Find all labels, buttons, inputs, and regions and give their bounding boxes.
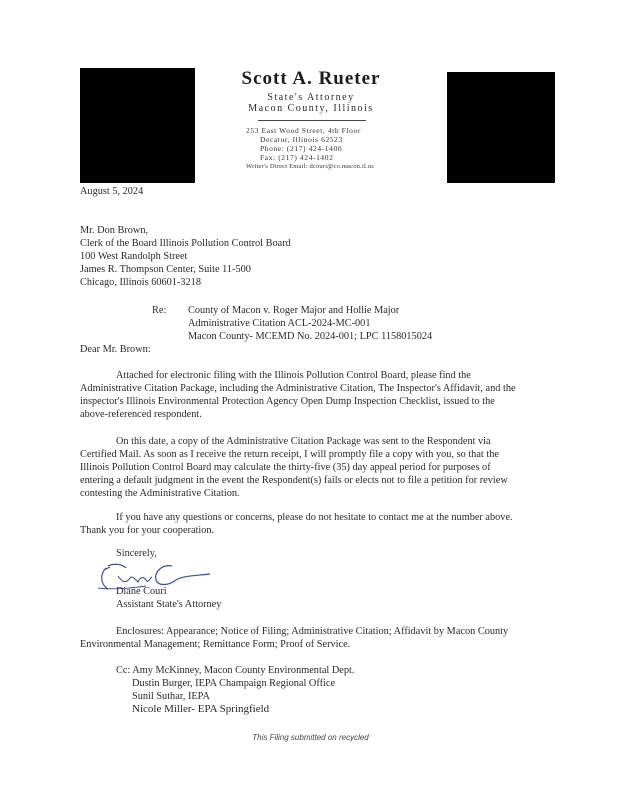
office-phone: Phone: (217) 424-1400 — [260, 144, 343, 153]
paragraph-line: Illinois Pollution Control Board may calculate the thirty-five (35) day appeal period for purposes of — [80, 462, 491, 473]
office-city: Decatur, Illinois 62523 — [260, 135, 343, 144]
paragraph-line: inspector's Illinois Environmental Protection Agency Open Dump Inspection Checklist, issued to the — [80, 396, 495, 407]
cc-line: Dustin Burger, IEPA Champaign Regional Office — [132, 678, 336, 689]
county-name: Macon County, Illinois — [248, 103, 374, 114]
recipient-line: Mr. Don Brown, — [80, 225, 149, 236]
paragraph-line: contesting the Administrative Citation. — [80, 488, 240, 499]
paragraph-line: Thank you for your cooperation. — [80, 525, 215, 536]
office-fax: Fax: (217) 424-1402 — [260, 153, 334, 162]
recipient-line: Clerk of the Board Illinois Pollution Control Board — [80, 238, 291, 249]
writer-email: Writer's Direct Email: dcouri@co.macon.il.us — [246, 163, 374, 170]
enclosures-line: Environmental Management; Remittance Form; Proof of Service. — [80, 639, 351, 650]
redacted-seal-right — [447, 72, 555, 183]
redacted-seal-left — [80, 68, 195, 183]
re-line: Administrative Citation ACL-2024-MC-001 — [188, 318, 371, 329]
signer-name: Diane Couri — [116, 586, 167, 597]
office-address: 253 East Wood Street, 4th Floor — [246, 126, 361, 135]
recycled-footer: This Filing submitted on recycled — [252, 733, 369, 742]
paragraph-line: Attached for electronic filing with the Illinois Pollution Control Board, please find the — [116, 370, 471, 381]
paragraph-line: entering a default judgment in the event the Respondent(s) fails or elects not to file a petition for review — [80, 475, 508, 486]
paragraph-line: If you have any questions or concerns, please do not hesitate to contact me at the number above. — [116, 512, 513, 523]
cc-line: Cc: Amy McKinney, Macon County Environmental Dept. — [116, 665, 355, 676]
header-divider — [258, 120, 366, 121]
paragraph-line: Administrative Citation Package, including the Administrative Citation, The Inspector's Affidavit, and the — [80, 383, 516, 394]
recipient-line: 100 West Randolph Street — [80, 251, 188, 262]
re-label: Re: — [152, 305, 167, 316]
letter-date: August 5, 2024 — [80, 186, 144, 197]
recipient-line: James R. Thompson Center, Suite 11-500 — [80, 264, 251, 275]
enclosures-line: Enclosures: Appearance; Notice of Filing; Administrative Citation; Affidavit by Macon County — [116, 626, 509, 637]
signer-title: Assistant State's Attorney — [116, 599, 222, 610]
cc-line: Nicole Miller- EPA Springfield — [132, 703, 270, 715]
paragraph-line: above-referenced respondent. — [80, 409, 202, 420]
re-line: Macon County- MCEMD No. 2024-001; LPC 1158015024 — [188, 331, 433, 342]
recipient-line: Chicago, Illinois 60601-3218 — [80, 277, 201, 288]
paragraph-line: On this date, a copy of the Administrative Citation Package was sent to the Respondent via — [116, 436, 491, 447]
cc-line: Sunil Suthar, IEPA — [132, 691, 210, 702]
re-line: County of Macon v. Roger Major and Hollie Major — [188, 305, 400, 316]
salutation: Dear Mr. Brown: — [80, 344, 151, 355]
attorney-title: State's Attorney — [267, 92, 355, 103]
closing: Sincerely, — [116, 548, 157, 559]
attorney-name: Scott A. Rueter — [241, 68, 381, 89]
paragraph-line: Certified Mail. As soon as I receive the return receipt, I will promptly file a copy with you, so that the — [80, 449, 499, 460]
